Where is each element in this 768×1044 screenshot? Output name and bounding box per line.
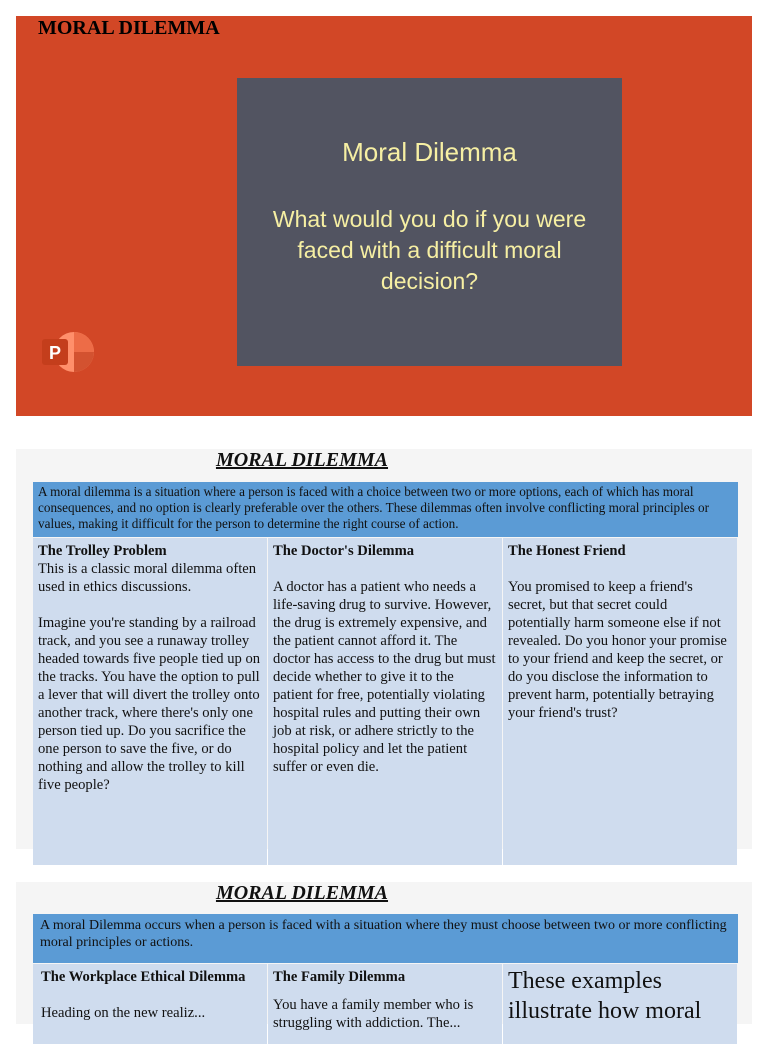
dilemma-column: [268, 964, 502, 1044]
column-body: You have a family member who is struggling with addiction. The...: [273, 997, 474, 1031]
embedded-slide-subtitle: What would you do if you were faced with a difficult moral decision?: [272, 206, 587, 294]
column-title: The Trolley Problem: [38, 543, 167, 559]
svg-text:P: P: [48, 343, 62, 363]
column-title: The Family Dilemma: [273, 969, 406, 985]
column-title: The Workplace Ethical Dilemma: [41, 969, 246, 985]
examples-slide: [16, 882, 752, 1031]
column-body: Heading on the new realiz...: [41, 1005, 206, 1021]
column-body: You promised to keep a friend's secret, but that secret could potentially harm someone else if not revealed. Do you honor your promise to your friend and keep the secret, or do you disclose the information to prevent harm, potentially betraying your friend's trust?: [508, 579, 727, 721]
dilemma-column: [33, 538, 267, 865]
column-body: This is a classic moral dilemma often used in ethics discussions. Imagine you're standing by a railroad track, and you see a runaway trolley headed towards five people tied up on the tracks. You have the option to pull a lever that will divert the trolley onto another track, where there's only one person tied up. Do you sacrifice the one person to save the five, or do nothing and allow the trolley to kill five people?: [38, 561, 261, 793]
dilemma-column: [33, 964, 267, 1044]
intro-box: A moral dilemma is a situation where a person is faced with a choice between two or more options, each of which has moral consequences, and no option is clearly preferable over the others. These dilemmas often involve conflicting moral principles or values, making it difficult for the person to determine the right course of action.: [33, 482, 738, 537]
dilemma-column: [503, 964, 737, 1044]
definition-slide: [16, 449, 752, 849]
dilemma-column: [503, 538, 737, 865]
slide-title: MORAL DILEMMA: [38, 17, 220, 39]
column-title: The Doctor's Dilemma: [273, 543, 415, 559]
dilemma-column: [268, 538, 502, 865]
embedded-slide-title: Moral Dilemma: [342, 137, 517, 167]
column-body: These examples illustrate how moral: [508, 968, 702, 1024]
powerpoint-icon: [40, 330, 96, 376]
embedded-slide-preview: [237, 78, 622, 366]
column-body: A doctor has a patient who needs a life-saving drug to survive. However, the drug is extremely expensive, and the patient cannot afford it. The doctor has access to the drug but must decide whether to give it to the patient for free, potentially violating hospital rules and putting their own job at risk, or adhere strictly to the hospital policy and let the patient suffer or even die.: [273, 579, 496, 775]
intro-box: A moral Dilemma occurs when a person is faced with a situation where they must choose between two or more conflicting moral principles or actions.: [33, 914, 738, 963]
slide-title: MORAL DILEMMA: [215, 449, 389, 471]
column-title: The Honest Friend: [508, 543, 626, 559]
title-slide: [16, 16, 752, 416]
slide-title: MORAL DILEMMA: [215, 882, 389, 904]
